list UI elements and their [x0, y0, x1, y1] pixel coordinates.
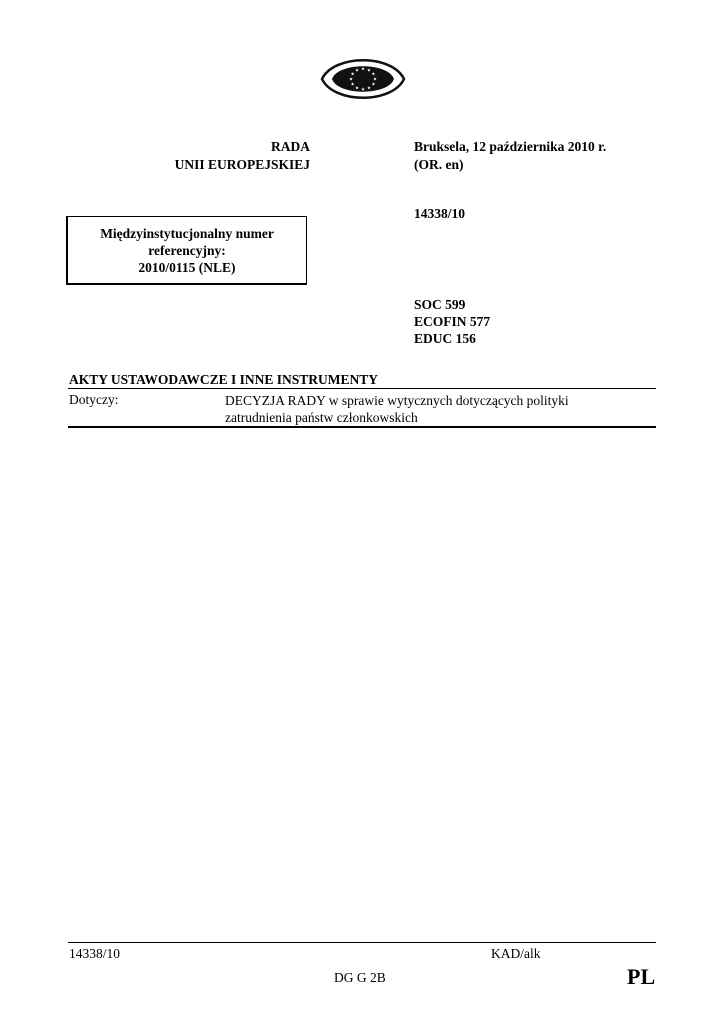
footer-divider: [68, 942, 656, 943]
council-name-line2: UNII EUROPEJSKIEJ: [174, 157, 310, 172]
subject-bottom-divider: [68, 426, 656, 428]
reference-line3: 2010/0115 (NLE): [138, 259, 236, 275]
code-item: ECOFIN 577: [414, 314, 491, 329]
document-number: 14338/10: [414, 206, 466, 221]
reference-line2: referencyjny:: [148, 242, 226, 258]
classification-codes: [414, 296, 490, 347]
original-language: (OR. en): [414, 157, 464, 172]
footer-initials: KAD/alk: [491, 946, 541, 961]
subject-label: Dotyczy:: [69, 392, 119, 407]
subject-line1: DECYZJA RADY w sprawie wytycznych dotyczących polityki: [225, 393, 569, 408]
reference-line1: Międzyinstytucjonalny numer: [100, 225, 274, 241]
council-logo: [318, 56, 408, 102]
council-name-line1: RADA: [271, 139, 310, 154]
code-item: EDUC 156: [414, 331, 476, 346]
council-emblem-icon: [318, 56, 408, 102]
footer-doc-number: 14338/10: [69, 946, 121, 961]
code-item: SOC 599: [414, 297, 466, 312]
footer-directorate: DG G 2B: [334, 970, 386, 985]
subject-line2: zatrudnienia państw członkowskich: [225, 410, 418, 425]
footer-language: PL: [627, 964, 656, 989]
section-title: AKTY USTAWODAWCZE I INNE INSTRUMENTY: [69, 372, 379, 387]
place-date-text: Bruksela, 12 października 2010 r.: [414, 139, 607, 154]
subject-text: [225, 392, 645, 426]
interinstitutional-reference-box: [66, 216, 307, 285]
place-and-date: [414, 138, 606, 174]
section-divider: [68, 388, 656, 389]
council-name: [175, 138, 310, 174]
